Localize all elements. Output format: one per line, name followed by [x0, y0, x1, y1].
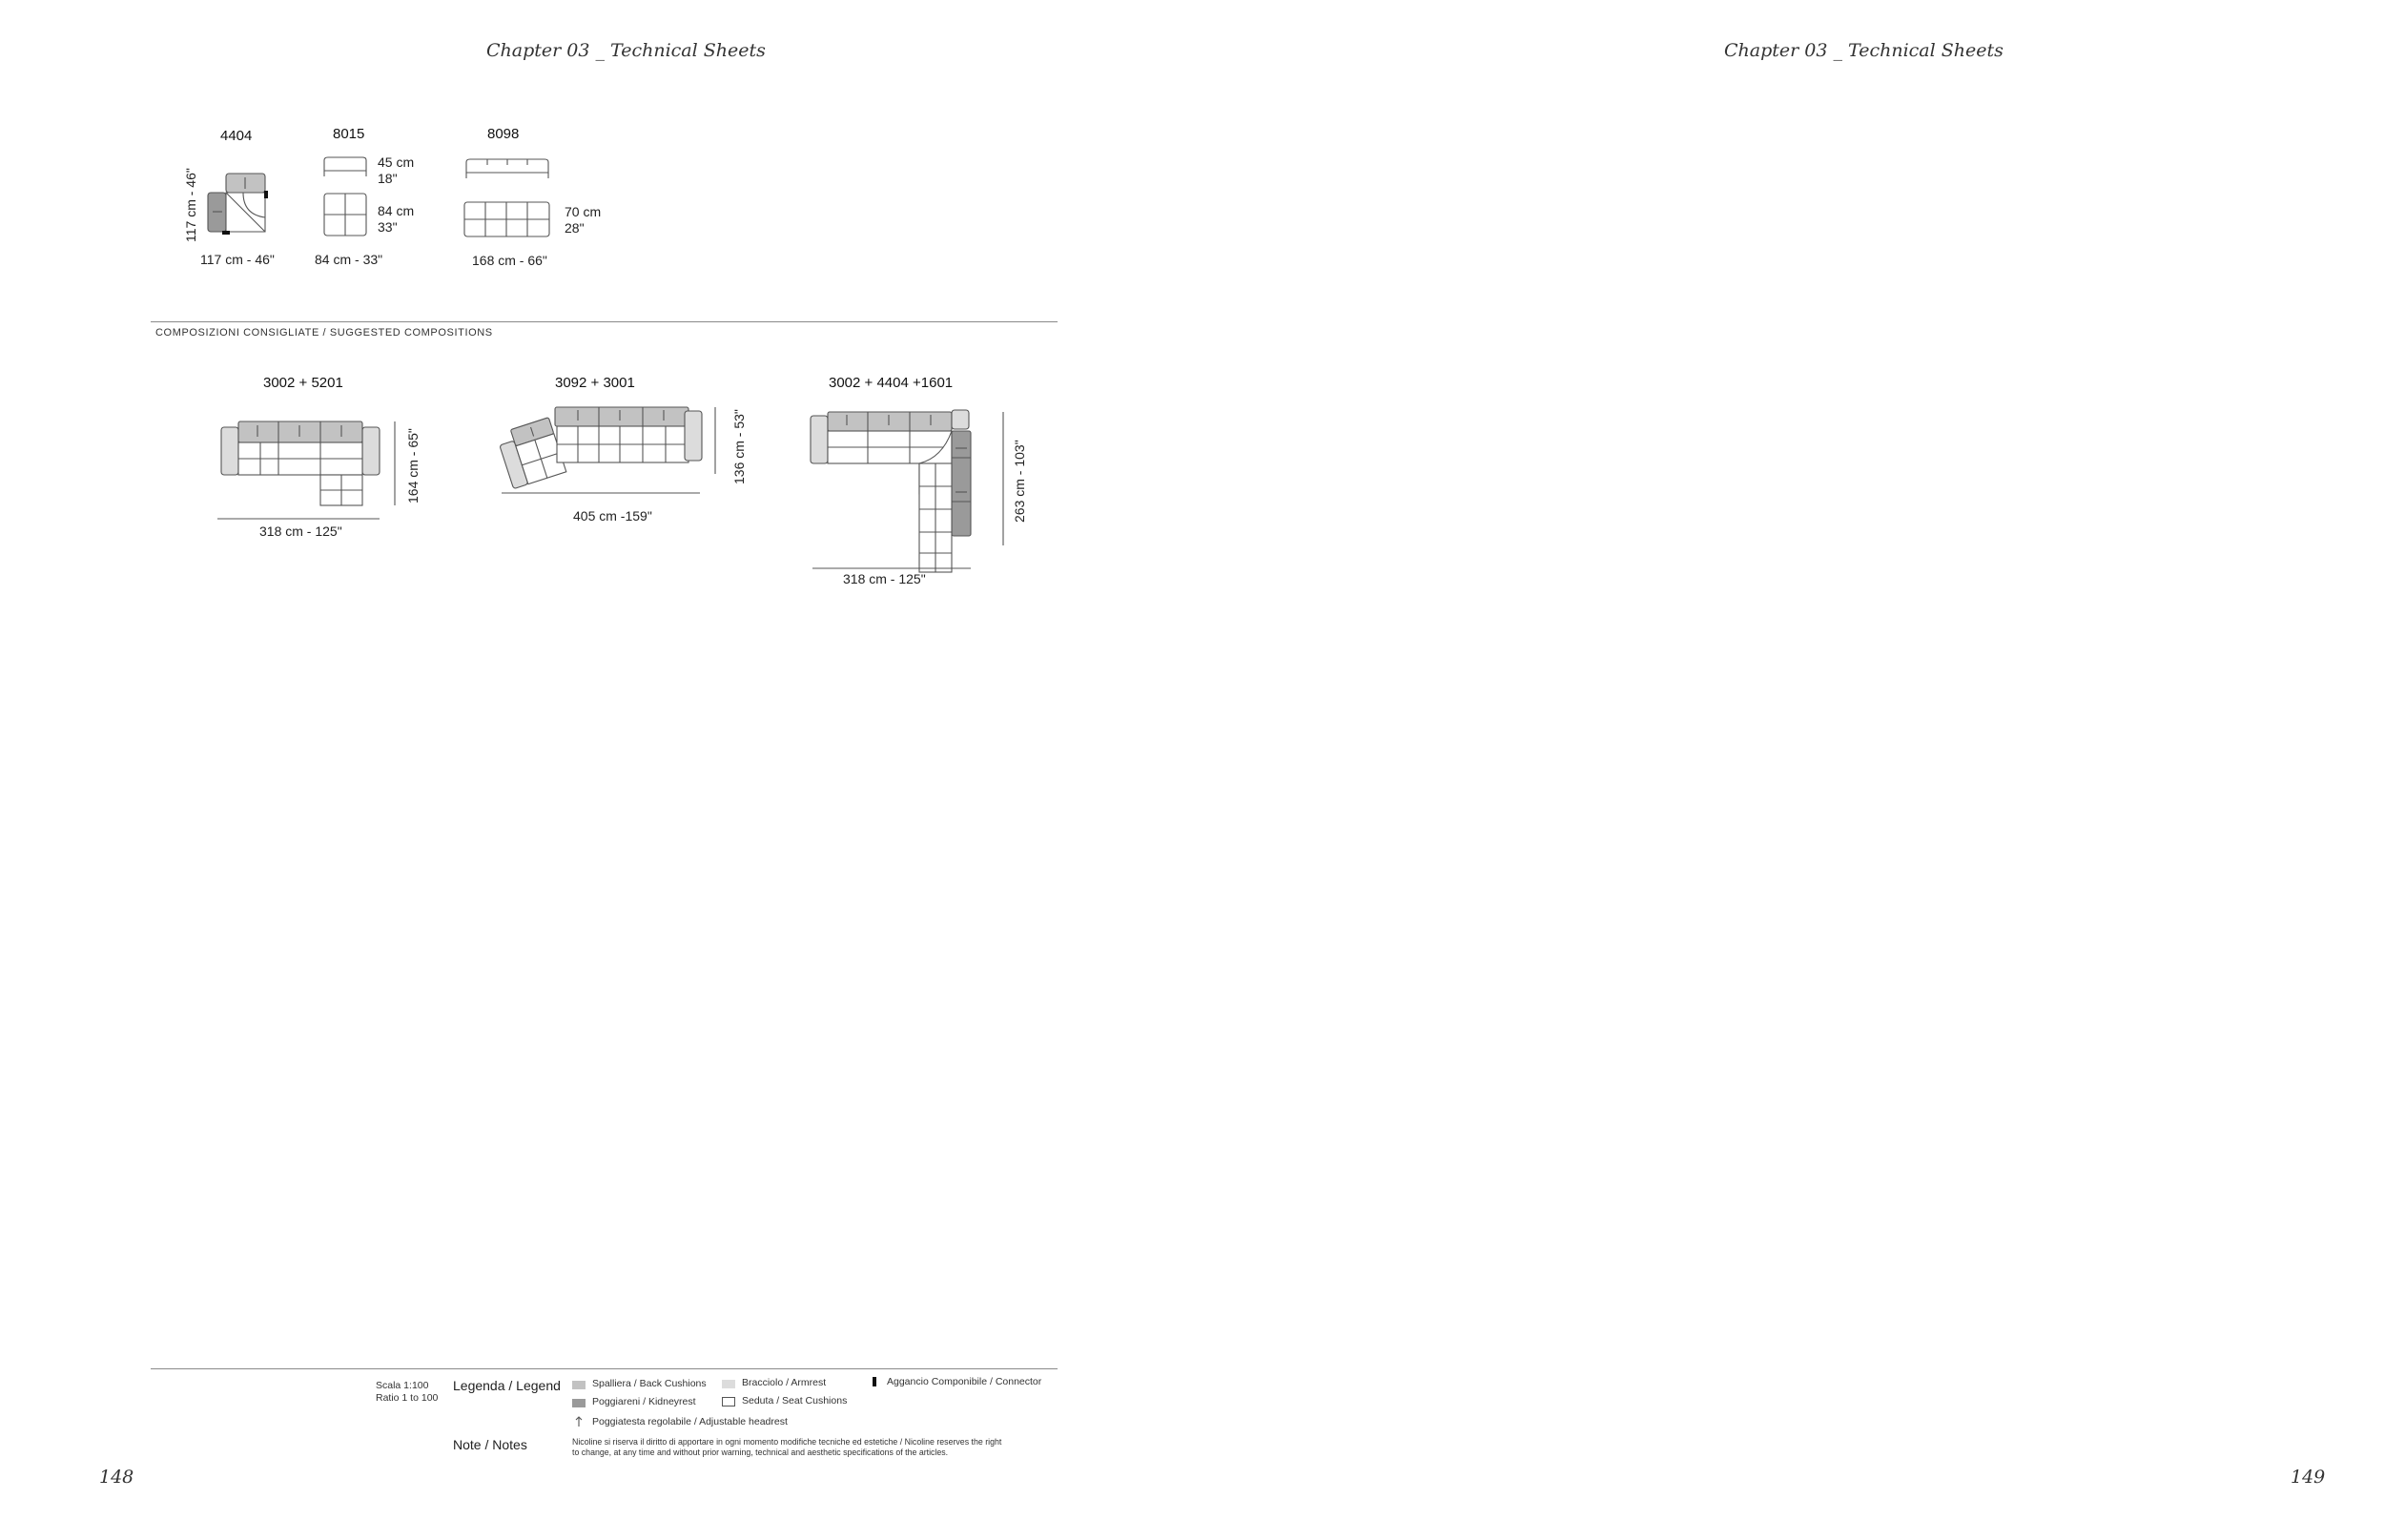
- module-8015-depth-in: 33": [378, 219, 398, 235]
- module-code-4404: 4404: [220, 128, 253, 144]
- legend-swatch-seat: [722, 1397, 735, 1407]
- composition-1-drawing: [219, 420, 391, 515]
- composition-3-drawing: [809, 410, 1038, 582]
- legend-headrest: Poggiatesta regolabile / Adjustable headrest: [592, 1416, 788, 1427]
- composition-1-depth: 164 cm - 65": [405, 428, 421, 503]
- notes-line-2: to change, at any time and without prior warning, technical and aesthetic specifications of the articles.: [572, 1448, 949, 1457]
- section-divider: [151, 321, 1058, 322]
- page-number-left: 148: [99, 1467, 134, 1488]
- legend-kidneyrest: Poggiareni / Kidneyrest: [592, 1396, 696, 1407]
- legend-seat-cushions: Seduta / Seat Cushions: [742, 1395, 848, 1407]
- composition-code-2: 3092 + 3001: [555, 375, 635, 391]
- composition-2-width: 405 cm -159": [573, 508, 652, 524]
- module-8015-height-cm: 45 cm: [378, 154, 415, 170]
- headrest-arrow-icon: [572, 1415, 586, 1428]
- module-code-8015: 8015: [333, 126, 365, 142]
- legend-swatch-armrest: [722, 1380, 735, 1388]
- module-8015-height-in: 18": [378, 171, 398, 186]
- module-code-8098: 8098: [487, 126, 520, 142]
- legend-swatch-back: [572, 1381, 586, 1389]
- chapter-header-right: Chapter 03 _ Technical Sheets: [1724, 40, 2004, 61]
- chapter-header-left: Chapter 03 _ Technical Sheets: [486, 40, 766, 61]
- legend-back-cushions: Spalliera / Back Cushions: [592, 1378, 707, 1389]
- scale-label: Scala 1:100: [376, 1380, 429, 1391]
- module-4404-width: 117 cm - 46": [200, 252, 275, 267]
- module-8015-depth-cm: 84 cm: [378, 203, 415, 218]
- notes-line-1: Nicoline si riserva il diritto di apportare in ogni momento modifiche tecniche ed estetiche / Nicoline reserves the right: [572, 1437, 1002, 1447]
- composition-3-depth: 263 cm - 103": [1012, 440, 1027, 523]
- notes-title: Note / Notes: [453, 1437, 527, 1452]
- module-4404-drawing: [205, 172, 272, 238]
- ratio-label: Ratio 1 to 100: [376, 1392, 439, 1404]
- module-8098-depth-in: 28": [565, 220, 585, 236]
- module-8015-drawing: [322, 157, 370, 238]
- legend-connector: Aggancio Componibile / Connector: [887, 1376, 1042, 1387]
- module-4404-height: 117 cm - 46": [183, 168, 198, 242]
- page-number-right: 149: [2291, 1467, 2326, 1488]
- module-8098-depth-cm: 70 cm: [565, 204, 602, 219]
- legend-swatch-connector: [873, 1377, 876, 1386]
- legend-swatch-kidneyrest: [572, 1399, 586, 1407]
- composition-3-width: 318 cm - 125": [843, 571, 926, 586]
- module-8098-drawing: [462, 157, 553, 238]
- composition-2-drawing: [498, 405, 717, 501]
- composition-2-depth: 136 cm - 53": [731, 409, 747, 484]
- composition-1-width: 318 cm - 125": [259, 524, 342, 539]
- legend-armrest: Bracciolo / Armrest: [742, 1377, 827, 1388]
- composition-code-3: 3002 + 4404 +1601: [829, 375, 954, 391]
- module-8015-width: 84 cm - 33": [315, 252, 383, 267]
- composition-code-1: 3002 + 5201: [263, 375, 343, 391]
- module-8098-width: 168 cm - 66": [472, 253, 547, 268]
- footer-divider: [151, 1368, 1058, 1369]
- legend-title: Legenda / Legend: [453, 1378, 561, 1393]
- compositions-section-title: COMPOSIZIONI CONSIGLIATE / SUGGESTED COMPOSITIONS: [155, 327, 493, 339]
